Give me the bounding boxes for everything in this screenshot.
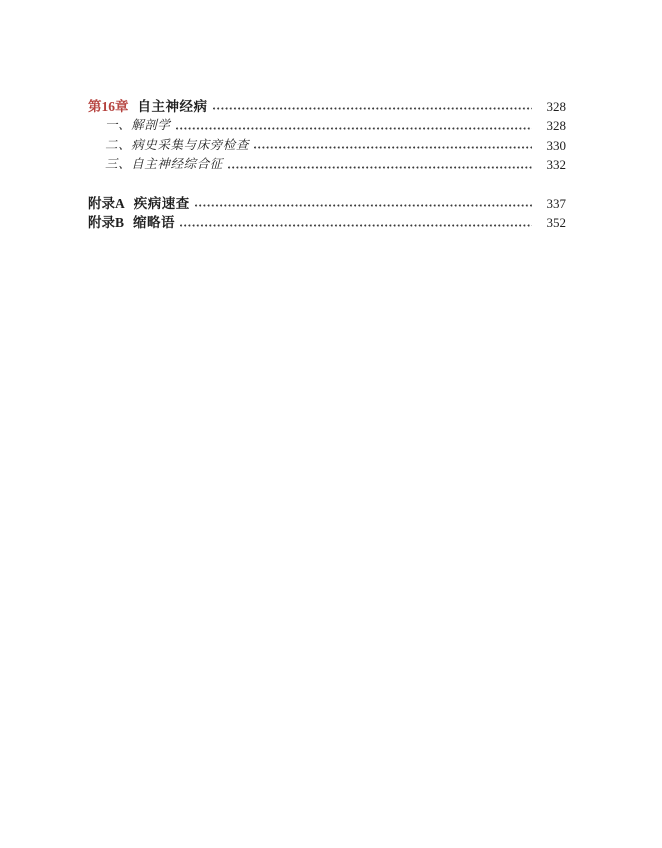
page-number: 352 bbox=[546, 215, 566, 231]
dot-leader bbox=[195, 204, 532, 207]
dot-leader bbox=[176, 127, 532, 130]
toc-entry-section-2 bbox=[88, 136, 566, 155]
chapter-title: 自主神经病 bbox=[137, 98, 208, 114]
dot-leader bbox=[180, 224, 532, 227]
page-number: 337 bbox=[546, 195, 566, 211]
appendix-label: 附录B bbox=[88, 215, 125, 231]
appendix-title: 缩略语 bbox=[133, 215, 176, 231]
section-title: 三、自主神经综合征 bbox=[105, 157, 223, 172]
page-number: 330 bbox=[546, 137, 566, 153]
chapter-number-label: 第16章 bbox=[88, 98, 129, 114]
toc-entry-appendix-b bbox=[88, 213, 566, 232]
toc-entry-appendix-a bbox=[88, 194, 566, 213]
section-spacer bbox=[88, 175, 566, 194]
appendix-label: 附录A bbox=[88, 195, 125, 211]
page-number: 332 bbox=[546, 157, 566, 173]
page-number: 328 bbox=[546, 98, 566, 114]
dot-leader bbox=[213, 107, 533, 110]
appendix-title: 疾病速查 bbox=[133, 195, 190, 211]
section-title: 二、病史采集与床旁检查 bbox=[105, 137, 250, 152]
table-of-contents bbox=[88, 97, 566, 233]
section-title: 一、解剖学 bbox=[105, 118, 171, 133]
toc-entry-section-3 bbox=[88, 155, 566, 174]
dot-leader bbox=[254, 146, 532, 149]
dot-leader bbox=[228, 166, 532, 169]
toc-entry-section-1 bbox=[88, 116, 566, 135]
page-number: 328 bbox=[546, 118, 566, 134]
toc-entry-chapter-16 bbox=[88, 97, 566, 116]
